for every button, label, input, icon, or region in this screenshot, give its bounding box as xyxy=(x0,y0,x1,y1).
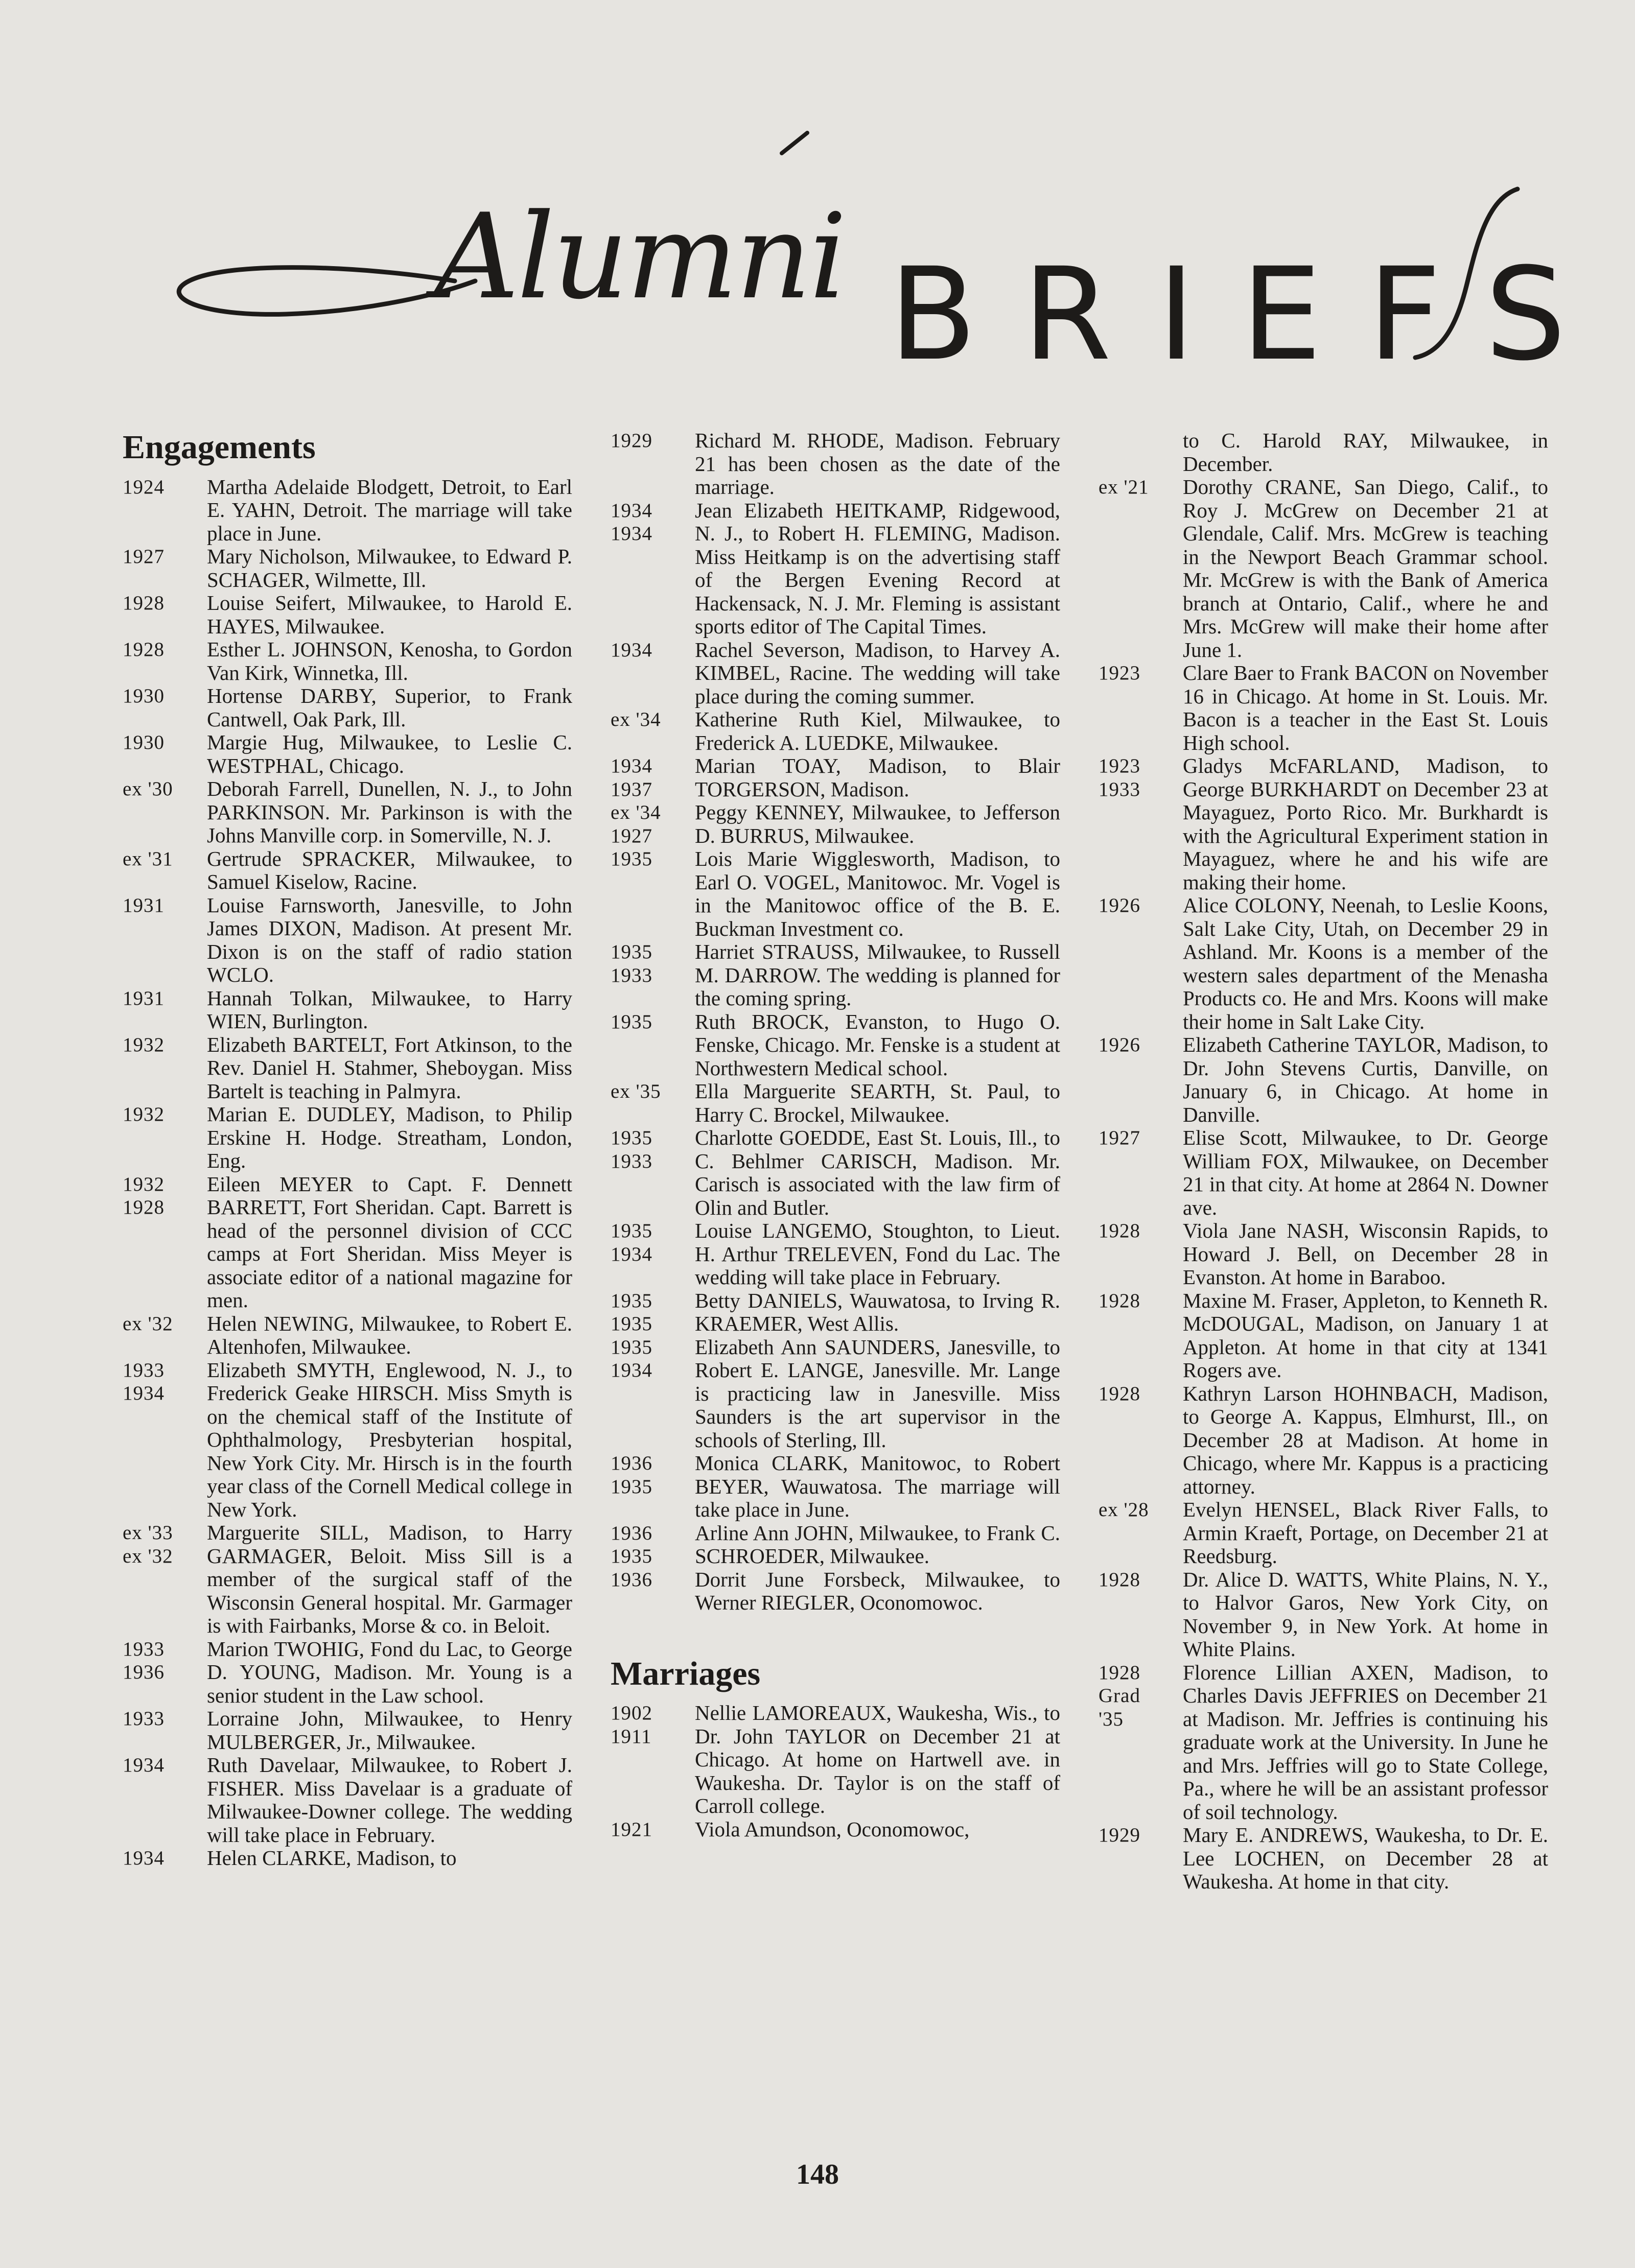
entry-text: Eileen MEYER to Capt. F. Dennett BARRETT, Fort Sheridan. Capt. Barrett is head of the personnel division of CCC camps at Fort Sheridan. Miss Meyer is associate editor of a national magazine for men. xyxy=(207,1172,572,1312)
list-item xyxy=(123,1312,572,1359)
column-2 xyxy=(611,429,1060,1841)
entry-text: Elizabeth BARTELT, Fort Atkinson, to the Rev. Daniel H. Stahmer, Sheboygan. Miss Bartelt is teaching in Palmyra. xyxy=(207,1032,572,1103)
entry-years: 1929 xyxy=(611,430,652,452)
list-item xyxy=(1099,754,1548,894)
entry-text: Elizabeth Catherine TAYLOR, Madison, to Dr. John Stevens Curtis, Danville, on January 6, in Chicago. At home in Danville. xyxy=(1183,1033,1548,1126)
column-3 xyxy=(1099,429,1548,1894)
list-item xyxy=(123,638,572,684)
entry-years: 1930 xyxy=(123,685,165,707)
entry-text: Esther L. JOHNSON, Kenosha, to Gordon Van Kirk, Winnetka, Ill. xyxy=(207,637,572,684)
entry-years: 1935 1934 xyxy=(611,1220,652,1265)
entry-text: Marguerite SILL, Madison, to Harry GARMAGER, Beloit. Miss Sill is a member of the surgical staff of the Wisconsin General hospital. Mr. Garmager is with Fairbanks, Morse & co. in Beloit. xyxy=(207,1521,572,1638)
list-item xyxy=(611,1568,1060,1615)
entry-text: Florence Lillian AXEN, Madison, to Charles Davis JEFFRIES on December 21 at Madison. Mr. Jeffries is continuing his graduate work at the University. In June he and Mrs. Jeffries will go to State College, Pa., where he will be an assistant professor of soil technology. xyxy=(1183,1660,1548,1824)
entry-text: Elise Scott, Milwaukee, to Dr. George William FOX, Milwaukee, on December 21 in that city. At home at 2864 N. Downer ave. xyxy=(1183,1126,1548,1219)
entry-years: 1924 xyxy=(123,476,165,498)
entry-years: ex '30 xyxy=(123,778,173,800)
entry-years: 1926 xyxy=(1099,1034,1140,1056)
list-item xyxy=(1099,1219,1548,1289)
entry-years: 1936 xyxy=(611,1568,652,1591)
entry-text: Ella Marguerite SEARTH, St. Paul, to Harry C. Brockel, Milwaukee. xyxy=(695,1079,1060,1126)
entry-text: Dr. Alice D. WATTS, White Plains, N. Y., to Halvor Garos, New York City, on November 9, in New York. At home in White Plains. xyxy=(1183,1567,1548,1661)
list-item xyxy=(1099,429,1548,476)
entry-years: 1928 xyxy=(123,639,165,661)
entry-years: 1935 xyxy=(611,848,652,870)
list-item xyxy=(611,1702,1060,1818)
list-item xyxy=(1099,894,1548,1033)
entry-text: Lois Marie Wigglesworth, Madison, to Earl O. VOGEL, Manitowoc. Mr. Vogel is in the Manitowoc office of the B. E. Buckman Investment co. xyxy=(695,847,1060,940)
entry-years: ex '32 xyxy=(123,1312,173,1335)
header-title-script: Alumni xyxy=(434,189,845,325)
entry-years: ex '21 xyxy=(1099,476,1149,498)
list-item xyxy=(611,1080,1060,1126)
entry-text: Harriet STRAUSS, Milwaukee, to Russell M. DARROW. The wedding is planned for the coming spring. xyxy=(695,940,1060,1010)
entry-years: 1934 xyxy=(123,1754,165,1777)
page-header xyxy=(169,112,1612,389)
list-item xyxy=(123,1847,572,1870)
list-item xyxy=(123,847,572,894)
entry-text: Mary E. ANDREWS, Waukesha, to Dr. E. Lee LOCHEN, on December 28 at Waukesha. At home in that city. xyxy=(1183,1823,1548,1893)
entry-text: Hortense DARBY, Superior, to Frank Cantwell, Oak Park, Ill. xyxy=(207,684,572,731)
entry-text: Nellie LAMOREAUX, Waukesha, Wis., to Dr. John TAYLOR on December 21 at Chicago. At home on Hartwell ave. in Waukesha. Dr. Taylor is on the staff of Carroll college. xyxy=(695,1701,1060,1818)
entry-years: 1934 xyxy=(611,639,652,661)
entry-years: 1928 xyxy=(1099,1289,1140,1312)
list-item xyxy=(123,894,572,987)
entry-years: 1923 1933 xyxy=(1099,755,1140,800)
list-item xyxy=(1099,476,1548,662)
list-item xyxy=(611,754,1060,801)
entry-text: Mary Nicholson, Milwaukee, to Edward P. SCHAGER, Wilmette, Ill. xyxy=(207,545,572,592)
entry-text: Louise LANGEMO, Stoughton, to Lieut. H. Arthur TRELEVEN, Fond du Lac. The wedding will take place in February. xyxy=(695,1219,1060,1289)
header-title-caps: BRIEFS xyxy=(889,240,1612,389)
list-item xyxy=(123,731,572,777)
list-item xyxy=(611,1522,1060,1568)
entry-years: 1928 xyxy=(123,592,165,615)
page-number: 148 xyxy=(796,2159,839,2190)
entry-text: Gladys McFARLAND, Madison, to George BURKHARDT on December 23 at Mayaguez, Porto Rico. Mr. Burkhardt is with the Agricultural Experiment station in Mayaguez, where he and his wife are making their home. xyxy=(1183,754,1548,894)
entry-years: 1932 xyxy=(123,1033,165,1056)
entry-years: 1923 xyxy=(1099,662,1140,684)
entry-years: 1928 xyxy=(1099,1382,1140,1405)
entry-text: Louise Farnsworth, Janesville, to John James DIXON, Madison. At present Mr. Dixon is on the staff of radio station WCLO. xyxy=(207,893,572,987)
entry-text: Gertrude SPRACKER, Milwaukee, to Samuel Kiselow, Racine. xyxy=(207,846,572,894)
entry-years: 1935 1935 xyxy=(611,1289,652,1335)
entry-text: Viola Amundson, Oconomowoc, xyxy=(695,1817,970,1841)
list-item xyxy=(123,684,572,731)
entry-text: Helen CLARKE, Madison, to xyxy=(207,1846,457,1870)
entry-text: Hannah Tolkan, Milwaukee, to Harry WIEN, Burlington. xyxy=(207,986,572,1033)
list-item xyxy=(123,1638,572,1708)
entry-text: Arline Ann JOHN, Milwaukee, to Frank C. SCHROEDER, Milwaukee. xyxy=(695,1521,1060,1568)
list-item xyxy=(123,1103,572,1173)
list-item xyxy=(1099,662,1548,754)
marriages-heading: Marriages xyxy=(611,1655,761,1692)
entry-years: 1933 1936 xyxy=(123,1638,165,1684)
list-item xyxy=(123,1359,572,1522)
entry-years: ex '34 xyxy=(611,708,661,730)
list-item xyxy=(1099,1661,1548,1824)
entry-years: ex '31 xyxy=(123,847,173,870)
list-item xyxy=(611,499,1060,639)
list-item xyxy=(611,1818,1060,1841)
entry-years: 1935 1934 xyxy=(611,1336,652,1381)
list-item xyxy=(123,1521,572,1638)
entry-years: 1934 1934 xyxy=(611,499,652,545)
entry-text: Kathryn Larson HOHNBACH, Madison, to George A. Kappus, Elmhurst, Ill., on December 28 at Madison. At home in Chicago, where Mr. Kappus is a practicing attorney. xyxy=(1183,1381,1548,1498)
entry-text: Katherine Ruth Kiel, Milwaukee, to Frederick A. LUEDKE, Milwaukee. xyxy=(695,707,1060,754)
entry-text: Rachel Severson, Madison, to Harvey A. KIMBEL, Racine. The wedding will take place during the coming summer. xyxy=(695,637,1060,708)
list-item xyxy=(1099,1382,1548,1499)
entry-text: Peggy KENNEY, Milwaukee, to Jefferson D. BURRUS, Milwaukee. xyxy=(695,800,1060,847)
entry-text: Elizabeth SMYTH, Englewood, N. J., to Frederick Geake HIRSCH. Miss Smyth is on the chemical staff of the Institute of Ophthalmology, Presbyterian hospital, New York City. Mr. Hirsch is in the fourth year class of the Cornell Medical college in New York. xyxy=(207,1358,572,1521)
entry-years: 1935 1933 xyxy=(611,1127,652,1172)
entry-text: Alice COLONY, Neenah, to Leslie Koons, Salt Lake City, Utah, on December 29 in Ashland. Mr. Koons is a member of the western sales department of the Menasha Products co. He and Mrs. Koons will make their home in Salt Lake City. xyxy=(1183,893,1548,1033)
entry-text: Helen NEWING, Milwaukee, to Robert E. Altenhofen, Milwaukee. xyxy=(207,1311,572,1359)
entry-years: 1936 1935 xyxy=(611,1452,652,1498)
list-item xyxy=(611,801,1060,847)
entry-text: Ruth Davelaar, Milwaukee, to Robert J. FISHER. Miss Davelaar is a graduate of Milwaukee-Downer college. The wedding will take place in February. xyxy=(207,1753,572,1847)
entry-years: 1931 xyxy=(123,987,165,1009)
entry-text: Deborah Farrell, Dunellen, N. J., to John PARKINSON. Mr. Parkinson is with the Johns Manville corp. in Somerville, N. J. xyxy=(207,777,572,847)
entry-years: 1921 xyxy=(611,1818,652,1840)
entry-years: ex '33 ex '32 xyxy=(123,1522,173,1567)
list-item xyxy=(611,1126,1060,1219)
entry-text: Dorothy CRANE, San Diego, Calif., to Roy J. McGrew on December 21 at Glendale, Calif. Mrs. McGrew is teaching in the Newport Beach Grammar school. Mr. McGrew is with the Bank of America branch at Ontario, Calif., where he and Mrs. McGrew will make their home after June 1. xyxy=(1183,475,1548,662)
entry-years: 1928 xyxy=(1099,1568,1140,1591)
entry-years: 1928 xyxy=(1099,1220,1140,1242)
list-item xyxy=(611,1289,1060,1336)
entry-text: Jean Elizabeth HEITKAMP, Ridgewood, N. J., to Robert H. FLEMING, Madison. Miss Heitkamp is on the advertising staff of the Bergen Evening Record at Hackensack, N. J. Mr. Fleming is assistant sports editor of The Capital Times. xyxy=(695,498,1060,638)
list-item xyxy=(1099,1824,1548,1894)
entry-text: Margie Hug, Milwaukee, to Leslie C. WESTPHAL, Chicago. xyxy=(207,730,572,777)
list-item xyxy=(123,1173,572,1312)
entry-years: 1933 xyxy=(123,1708,165,1730)
entry-text: Betty DANIELS, Wauwatosa, to Irving R. KRAEMER, West Allis. xyxy=(695,1288,1060,1335)
entry-text: to C. Harold RAY, Milwaukee, in December. xyxy=(1183,429,1548,476)
list-item xyxy=(123,545,572,592)
list-item xyxy=(123,1033,572,1103)
entry-years: 1928 Grad '35 xyxy=(1099,1661,1140,1730)
entry-years: 1934 xyxy=(123,1847,165,1870)
entry-years: 1931 xyxy=(123,894,165,916)
entry-text: Marian E. DUDLEY, Madison, to Philip Erskine H. Hodge. Streatham, London, Eng. xyxy=(207,1102,572,1173)
entry-text: Martha Adelaide Blodgett, Detroit, to Earl E. YAHN, Detroit. The marriage will take place in June. xyxy=(207,475,572,545)
list-item xyxy=(611,708,1060,754)
entry-text: Louise Seifert, Milwaukee, to Harold E. HAYES, Milwaukee. xyxy=(207,591,572,638)
entry-years: 1935 xyxy=(611,1010,652,1033)
entry-text: Clare Baer to Frank BACON on November 16 in Chicago. At home in St. Louis. Mr. Bacon is a teacher in the East St. Louis High school. xyxy=(1183,661,1548,754)
list-item xyxy=(611,429,1060,499)
entry-text: Richard M. RHODE, Madison. February 21 has been chosen as the date of the marriage. xyxy=(695,429,1060,499)
list-item xyxy=(611,639,1060,708)
list-item xyxy=(611,1336,1060,1452)
entry-text: Marian TOAY, Madison, to Blair TORGERSON, Madison. xyxy=(695,754,1060,801)
entry-years: 1926 xyxy=(1099,894,1140,916)
entry-years: 1927 xyxy=(1099,1127,1140,1149)
list-item xyxy=(123,987,572,1033)
list-item xyxy=(1099,1498,1548,1568)
entry-years: 1934 1937 xyxy=(611,755,652,800)
list-item xyxy=(611,847,1060,940)
entry-text: Lorraine John, Milwaukee, to Henry MULBERGER, Jr., Milwaukee. xyxy=(207,1707,572,1754)
entry-years: 1930 xyxy=(123,731,165,754)
entry-years: 1935 1933 xyxy=(611,941,652,986)
list-item xyxy=(1099,1033,1548,1126)
entry-years: 1932 1928 xyxy=(123,1173,165,1219)
entry-text: Marion TWOHIG, Fond du Lac, to George D. YOUNG, Madison. Mr. Young is a senior student in the Law school. xyxy=(207,1637,572,1707)
entry-years: 1902 1911 xyxy=(611,1702,652,1747)
list-item xyxy=(123,777,572,847)
entry-years: ex '34 1927 xyxy=(611,801,661,847)
entry-text: Viola Jane NASH, Wisconsin Rapids, to Howard J. Bell, on December 28 in Evanston. At home in Baraboo. xyxy=(1183,1219,1548,1289)
entry-text: Maxine M. Fraser, Appleton, to Kenneth R. McDOUGAL, Madison, on January 1 at Appleton. At home in that city at 1341 Rogers ave. xyxy=(1183,1288,1548,1382)
list-item xyxy=(611,940,1060,1010)
list-item xyxy=(123,1754,572,1847)
entry-years: ex '28 xyxy=(1099,1499,1149,1521)
entry-text: Charlotte GOEDDE, East St. Louis, Ill., to C. Behlmer CARISCH, Madison. Mr. Carisch is associated with the law firm of Olin and Butler. xyxy=(695,1126,1060,1219)
entry-text: Dorrit June Forsbeck, Milwaukee, to Werner RIEGLER, Oconomowoc. xyxy=(695,1567,1060,1614)
entry-years: 1933 1934 xyxy=(123,1359,165,1405)
entry-text: Monica CLARK, Manitowoc, to Robert BEYER, Wauwatosa. The marriage will take place in June. xyxy=(695,1451,1060,1521)
entry-years: 1936 1935 xyxy=(611,1522,652,1567)
list-item xyxy=(611,1010,1060,1080)
entry-text: Ruth BROCK, Evanston, to Hugo O. Fenske, Chicago. Mr. Fenske is a student at Northwestern Medical school. xyxy=(695,1009,1060,1080)
entry-years: ex '35 xyxy=(611,1080,661,1102)
list-item xyxy=(123,1707,572,1754)
list-item xyxy=(611,1452,1060,1522)
list-item xyxy=(611,1219,1060,1289)
entry-text: Elizabeth Ann SAUNDERS, Janesville, to Robert E. LANGE, Janesville. Mr. Lange is practicing law in Janesville. Miss Saunders is the art supervisor in the schools of Sterling, Ill. xyxy=(695,1335,1060,1452)
entry-years: 1929 xyxy=(1099,1824,1140,1846)
entry-years: 1927 xyxy=(123,546,165,568)
list-item xyxy=(1099,1289,1548,1382)
list-item xyxy=(1099,1126,1548,1219)
column-1 xyxy=(123,429,572,1870)
list-item xyxy=(123,476,572,546)
entry-text: Evelyn HENSEL, Black River Falls, to Armin Kraeft, Portage, on December 21 at Reedsburg. xyxy=(1183,1498,1548,1568)
list-item xyxy=(1099,1568,1548,1661)
list-item xyxy=(123,592,572,638)
engagements-heading: Engagements xyxy=(123,429,316,466)
entry-years: 1932 xyxy=(123,1103,165,1126)
